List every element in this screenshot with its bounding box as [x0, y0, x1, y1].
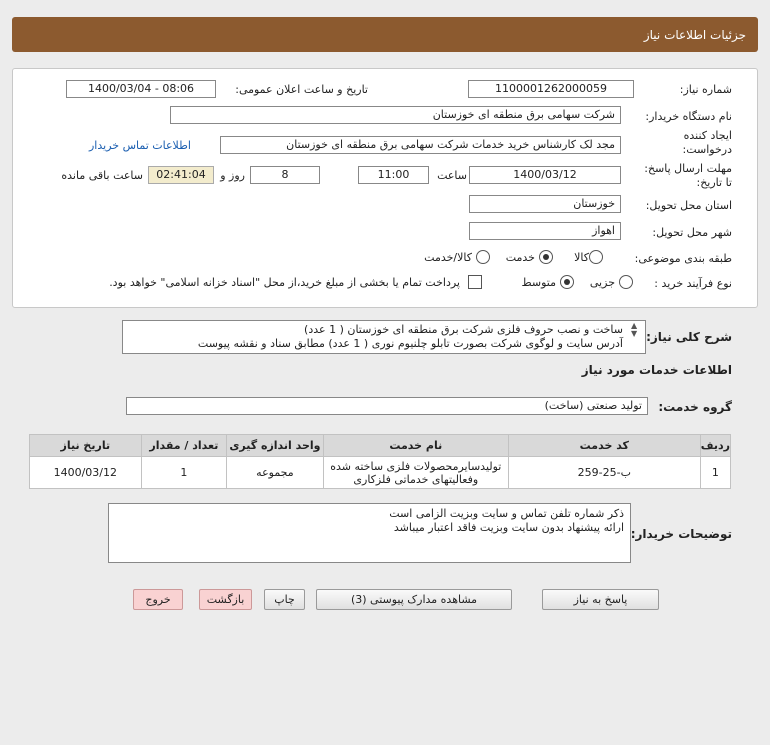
buyer-contact-link[interactable]: اطلاعات تماس خریدار	[89, 139, 191, 152]
category-goods-service-radio[interactable]	[476, 250, 490, 264]
process-medium-radio[interactable]	[560, 275, 574, 289]
category-goods-service-label: کالا/خدمت	[424, 251, 472, 264]
col-row: ردیف	[700, 435, 730, 457]
process-minor-label: جزیی	[589, 276, 615, 289]
cell-row: 1	[700, 457, 730, 489]
process-medium-label: متوسط	[521, 276, 556, 289]
cell-date: 1400/03/12	[30, 457, 142, 489]
description-box	[122, 320, 646, 354]
table-header-row	[30, 435, 731, 457]
remaining-time-field: 02:41:04	[148, 166, 214, 184]
category-service-label: خدمت	[505, 251, 535, 264]
notes-label: توضیحات خریدار:	[630, 527, 732, 541]
reply-button[interactable]: پاسخ به نیاز	[542, 589, 659, 610]
category-goods-radio[interactable]	[589, 250, 603, 264]
col-code: کد خدمت	[508, 435, 700, 457]
service-group-label: گروه خدمت:	[658, 400, 732, 414]
creator-field: مجد لک کارشناس خرید خدمات شرکت سهامی برق منطقه ای خوزستان	[220, 136, 621, 154]
need-number-field: 1100001262000059	[468, 80, 634, 98]
col-date: تاریخ نیاز	[30, 435, 142, 457]
creator-label-2: درخواست:	[682, 143, 732, 156]
cell-unit: مجموعه	[227, 457, 324, 489]
col-name: نام خدمت	[323, 435, 508, 457]
deadline-label: مهلت ارسال پاسخ:	[644, 162, 732, 175]
print-button[interactable]: چاپ	[264, 589, 305, 610]
creator-label: ایجاد کننده	[683, 129, 732, 142]
deadline-time-field: 11:00	[358, 166, 429, 184]
notes-line-2: ارائه پیشنهاد بدون سایت وبزیت فاقد اعتبار میباشد	[393, 521, 624, 534]
description-line-2: آدرس سایت و لوگوی شرکت بصورت تابلو چلنیوم نوری ( 1 عدد) مطابق سناد و نقشه پیوست	[197, 337, 623, 350]
notes-box	[108, 503, 631, 563]
days-field: 8	[250, 166, 320, 184]
deadline-label-2: تا تاریخ:	[696, 176, 732, 189]
treasury-payment-checkbox[interactable]	[468, 275, 482, 289]
col-qty: تعداد / مقدار	[141, 435, 227, 457]
category-goods-label: کالا	[574, 251, 589, 264]
announce-label: تاریخ و ساعت اعلان عمومی:	[235, 83, 368, 96]
services-section-title: اطلاعات خدمات مورد نیاز	[581, 363, 732, 377]
remaining-label: ساعت باقی مانده	[61, 169, 143, 182]
services-table	[29, 434, 731, 489]
city-label: شهر محل تحویل:	[652, 226, 732, 239]
announce-field: 1400/03/04 - 08:06	[66, 80, 216, 98]
province-field: خوزستان	[469, 195, 621, 213]
service-group-field: تولید صنعتی (ساخت)	[126, 397, 648, 415]
col-unit: واحد اندازه گیری	[227, 435, 324, 457]
need-number-label: شماره نیاز:	[679, 83, 732, 96]
cell-qty: 1	[141, 457, 227, 489]
category-label: طبقه بندی موضوعی:	[634, 252, 732, 265]
description-line-1: ساخت و نصب حروف فلزی شرکت برق منطقه ای خوزستان ( 1 عدد)	[304, 323, 623, 336]
deadline-date-field: 1400/03/12	[469, 166, 621, 184]
page-header	[12, 17, 758, 52]
table-row	[30, 457, 731, 489]
page-title: جزئیات اطلاعات نیاز	[643, 28, 746, 42]
attachments-button[interactable]: مشاهده مدارک پیوستی (3)	[316, 589, 512, 610]
scroll-arrows-icon[interactable]: ▲ ▼	[631, 321, 638, 338]
city-field: اهواز	[469, 222, 621, 240]
treasury-payment-note: پرداخت تمام یا بخشی از مبلغ خرید،از محل "اسناد خزانه اسلامی" خواهد بود.	[109, 276, 460, 289]
days-label: روز و	[220, 169, 245, 182]
info-panel	[12, 68, 758, 308]
buyer-org-field: شرکت سهامی برق منطقه ای خوزستان	[170, 106, 621, 124]
process-label: نوع فرآیند خرید :	[654, 277, 732, 290]
back-button[interactable]: بازگشت	[199, 589, 252, 610]
description-label: شرح کلی نیاز:	[646, 330, 732, 344]
deadline-time-label: ساعت	[437, 169, 467, 182]
notes-line-1: ذکر شماره تلفن تماس و سایت وبزیت الزامی است	[389, 507, 624, 520]
category-service-radio[interactable]	[539, 250, 553, 264]
exit-button[interactable]: خروج	[133, 589, 183, 610]
process-minor-radio[interactable]	[619, 275, 633, 289]
province-label: استان محل تحویل:	[645, 199, 732, 212]
cell-code: ب-25-259	[508, 457, 700, 489]
cell-name: تولیدسایرمحصولات فلزی ساخته شده وفعالیتهای خدماتی فلزکاری	[323, 457, 508, 489]
buyer-org-label: نام دستگاه خریدار:	[645, 110, 732, 123]
